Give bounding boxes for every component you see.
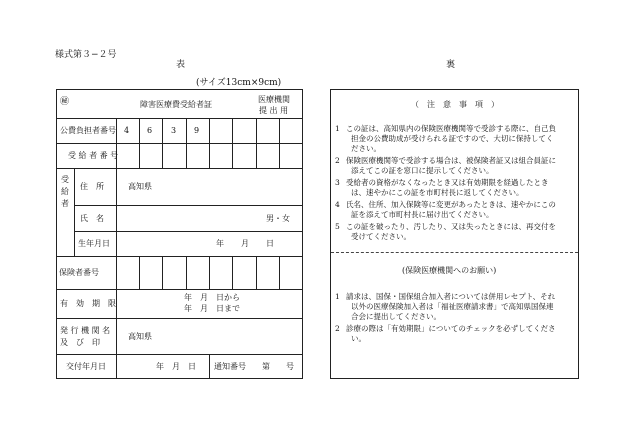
grid-line [139,143,140,168]
grid-line [74,168,75,256]
grid-line [186,143,187,168]
note-number: 4 [335,200,340,209]
grid-line [209,143,210,168]
address-label: 住 所 [80,182,104,191]
size-note: (サイズ13cm×9cm) [196,78,282,88]
notes-title: （ 注 意 事 項 ） [411,100,499,109]
request-line: 請求は、国保・国保組合加入者については併用レセプト、それ [346,292,556,301]
grid-line [56,354,303,355]
public-payer-label: 公費負担者番号 [60,126,116,135]
grid-line [74,205,303,206]
issuer-label-line2: 及 び 印 [60,338,100,347]
note-line: 氏名、住所、加入保険等に変更があったときは、速やかにこの [346,200,556,209]
validity-from: 年 月 日から [184,293,240,302]
recipient-number-label: 受 給 者 番 号 [68,151,119,160]
recipient-side-label: 受給者 [61,175,69,208]
note-number: 1 [335,124,340,133]
note-number: 2 [335,156,340,165]
birthdate-day: 日 [266,239,274,248]
grid-line [162,143,163,168]
grid-line [186,256,187,289]
grid-line [139,256,140,289]
grid-line [256,143,257,168]
grid-line [56,168,303,169]
note-line: 証を添えて市町村長に届け出てください。 [351,210,494,219]
note-line: 保険医療機関等で受診する場合は、被保険者証又は組合員証に [346,156,556,165]
note-line: は、速やかにこの証を市町村長に返してください。 [351,188,524,197]
issuer-value: 高知県 [128,332,152,341]
grid-line [256,256,257,289]
confidential-seal: ㊙ [60,97,70,107]
note-number: 3 [335,178,340,187]
issue-date-value: 年 月 日 [156,362,196,371]
medical-institution-line2: 提 出 用 [259,106,289,115]
insurer-number-label: 保険者番号 [59,268,99,277]
grid-line [209,256,210,289]
note-line: 担金の公費助成が受けられる証ですので、大切に保持してく [351,134,554,143]
issuer-label-line1: 発 行 機 関 名 [60,326,111,335]
section-divider [331,252,578,253]
grid-line [209,118,210,143]
grid-line [279,118,280,143]
notice-number-label: 通知番号 [214,362,246,371]
request-line: 合会に提出してください。 [351,312,441,321]
public-payer-digit: 4 [124,126,130,135]
notice-number-suffix: 第 号 [262,362,294,371]
grid-line [139,118,140,143]
front-label: 表 [176,60,186,70]
note-line: 受けてください。 [351,232,411,241]
note-line: 受給者の資格がなくなったとき又は有効期限を経過したとき [346,178,549,187]
grid-line [232,143,233,168]
request-number: 2 [335,324,340,333]
gender-choice: 男・女 [266,214,290,223]
address-value: 高知県 [128,182,152,191]
validity-to: 年 月 日まで [184,304,240,313]
birthdate-month: 月 [241,239,249,248]
validity-label: 有 効 期 限 [60,299,116,308]
request-title: (保険医療機関へのお願い) [402,266,497,275]
issue-date-label: 交付年月日 [66,362,106,371]
grid-line [74,231,303,232]
form-number: 様式第３−２号 [55,50,117,60]
grid-line [256,118,257,143]
request-line: 診療の際は「有効期限」についてのチェックを必ずしてくださ [346,324,556,333]
note-line: 添えてこの証を窓口に提示してください。 [351,166,494,175]
birthdate-label: 生年月日 [78,239,110,248]
grid-line [56,289,303,290]
grid-line [279,143,280,168]
card-title: 障害医療費受給者証 [140,100,212,109]
grid-line [186,118,187,143]
note-line: ださい。 [351,144,381,153]
public-payer-digit: 9 [194,126,200,135]
grid-line [162,118,163,143]
note-line: この証を破ったり、汚したり、又は失ったときには、再交付を [346,222,556,231]
request-line: い。 [351,334,366,343]
grid-line [232,118,233,143]
grid-line [56,118,303,119]
request-line: 以外の医療保険加入者は「福祉医療請求書」で高知県国保連 [351,302,554,311]
birthdate-year: 年 [216,239,224,248]
grid-line [56,318,303,319]
grid-line [56,143,303,144]
grid-line [232,256,233,289]
grid-line [56,256,303,257]
public-payer-digit: 6 [147,126,153,135]
back-label: 裏 [446,60,456,70]
name-label: 氏 名 [80,214,104,223]
grid-line [279,256,280,289]
public-payer-digit: 3 [171,126,177,135]
request-number: 1 [335,292,340,301]
note-number: 5 [335,222,340,231]
medical-institution-line1: 医療機関 [258,95,290,104]
grid-line [209,354,210,379]
grid-line [162,256,163,289]
note-line: この証は、高知県内の保険医療機関等で受診する際に、自己負 [346,124,556,133]
